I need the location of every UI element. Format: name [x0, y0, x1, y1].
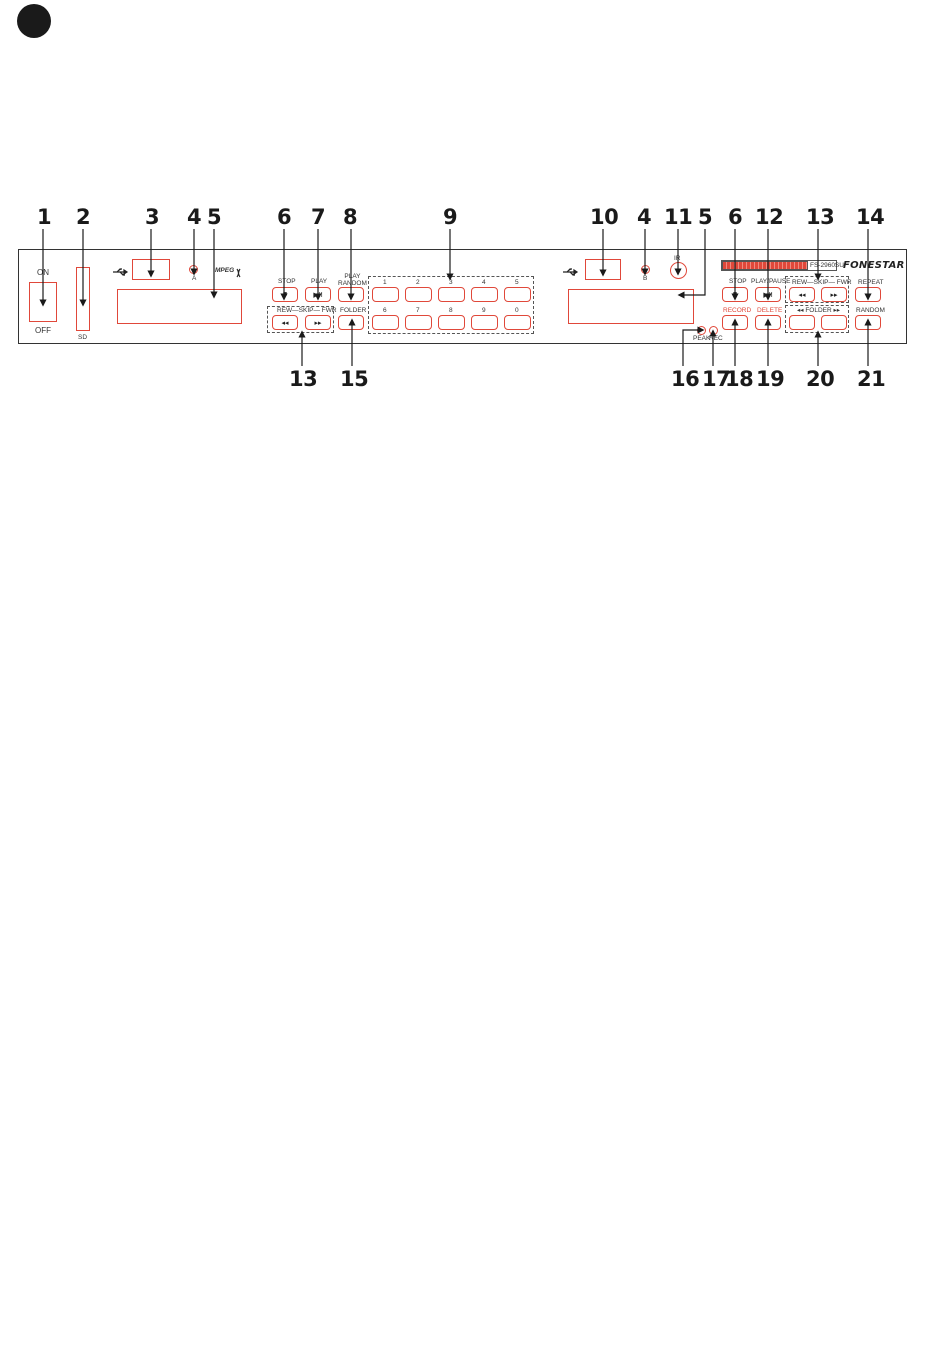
record-label: RECORD — [723, 307, 752, 314]
delete-label: DELETE — [757, 307, 783, 314]
peak-label: PEAK — [693, 335, 711, 342]
play-label-a: PLAY — [311, 278, 328, 285]
forward-button-a[interactable]: ▸▸ — [305, 315, 331, 330]
number-key-label: 2 — [416, 279, 420, 286]
model-label: FS-2960SU — [810, 262, 844, 269]
stop-label-b: STOP — [729, 278, 747, 285]
rew-skip-fwr-label-b: REW—SKIP— FWR — [792, 279, 852, 286]
callout-9: 9 — [443, 205, 458, 229]
play-button-a[interactable]: ▶II — [305, 287, 331, 302]
callout-6-b: 6 — [728, 205, 743, 229]
number-key-label: 3 — [449, 279, 453, 286]
play-pause-button[interactable]: ▶II — [755, 287, 781, 302]
play-pause-label: PLAY/PAUSE — [751, 278, 791, 285]
leader-16 — [683, 330, 701, 366]
callout-6: 6 — [277, 205, 292, 229]
number-key-label: 9 — [482, 307, 486, 314]
callout-4: 4 — [187, 205, 202, 229]
callout-leaders — [0, 0, 950, 400]
callout-13-bottom: 13 — [289, 367, 318, 391]
deck-b-label: B — [643, 275, 648, 282]
sd-label: SD — [78, 334, 88, 341]
callout-17: 17 — [702, 367, 731, 391]
callout-10: 10 — [590, 205, 619, 229]
stop-button-b[interactable]: ■ — [722, 287, 748, 302]
callout-11: 11 — [664, 205, 693, 229]
leader-5-b — [681, 229, 705, 295]
rewind-button-a[interactable]: ◂◂ — [272, 315, 298, 330]
callout-18: 18 — [725, 367, 754, 391]
stop-label-a: STOP — [278, 278, 296, 285]
callout-5: 5 — [207, 205, 222, 229]
mpeg-logo: MPEG — [215, 267, 235, 274]
forward-button-b[interactable]: ▸▸ — [821, 287, 847, 302]
callout-12: 12 — [755, 205, 784, 229]
rewind-button-b[interactable]: ◂◂ — [789, 287, 815, 302]
rec-led-label: REC — [709, 335, 723, 342]
random-label: RANDOM — [856, 307, 885, 314]
callout-4-b: 4 — [637, 205, 652, 229]
callout-15: 15 — [340, 367, 369, 391]
brand-logo: FONESTAR — [843, 260, 905, 271]
callout-5-b: 5 — [698, 205, 713, 229]
number-key-label: 5 — [515, 279, 519, 286]
play-random-label: PLAY RANDOM — [338, 273, 367, 287]
number-key-label: 8 — [449, 307, 453, 314]
folder-label-a: FOLDER — [340, 307, 367, 314]
callout-16: 16 — [671, 367, 700, 391]
callout-14: 14 — [856, 205, 885, 229]
callout-19: 19 — [756, 367, 785, 391]
callout-8: 8 — [343, 205, 358, 229]
callout-7: 7 — [311, 205, 326, 229]
callout-21: 21 — [857, 367, 886, 391]
number-key-label: 0 — [515, 307, 519, 314]
callout-2: 2 — [76, 205, 91, 229]
callout-20: 20 — [806, 367, 835, 391]
number-key-label: 6 — [383, 307, 387, 314]
callout-1: 1 — [37, 205, 52, 229]
stop-button-a[interactable]: ■ — [272, 287, 298, 302]
number-key-label: 1 — [383, 279, 387, 286]
folder-nav-label: ◂◂ FOLDER ▸▸ — [797, 307, 841, 314]
number-key-label: 4 — [482, 279, 486, 286]
deck-a-label: A — [192, 275, 197, 282]
number-key-label: 7 — [416, 307, 420, 314]
callout-13: 13 — [806, 205, 835, 229]
power-on-label: ON — [37, 268, 49, 277]
repeat-label: REPEAT — [858, 279, 884, 286]
rew-skip-fwr-label-a: REW—SKIP— FWR — [277, 307, 337, 314]
power-off-label: OFF — [35, 326, 51, 335]
ir-label: IR — [674, 255, 681, 262]
callout-3: 3 — [145, 205, 160, 229]
